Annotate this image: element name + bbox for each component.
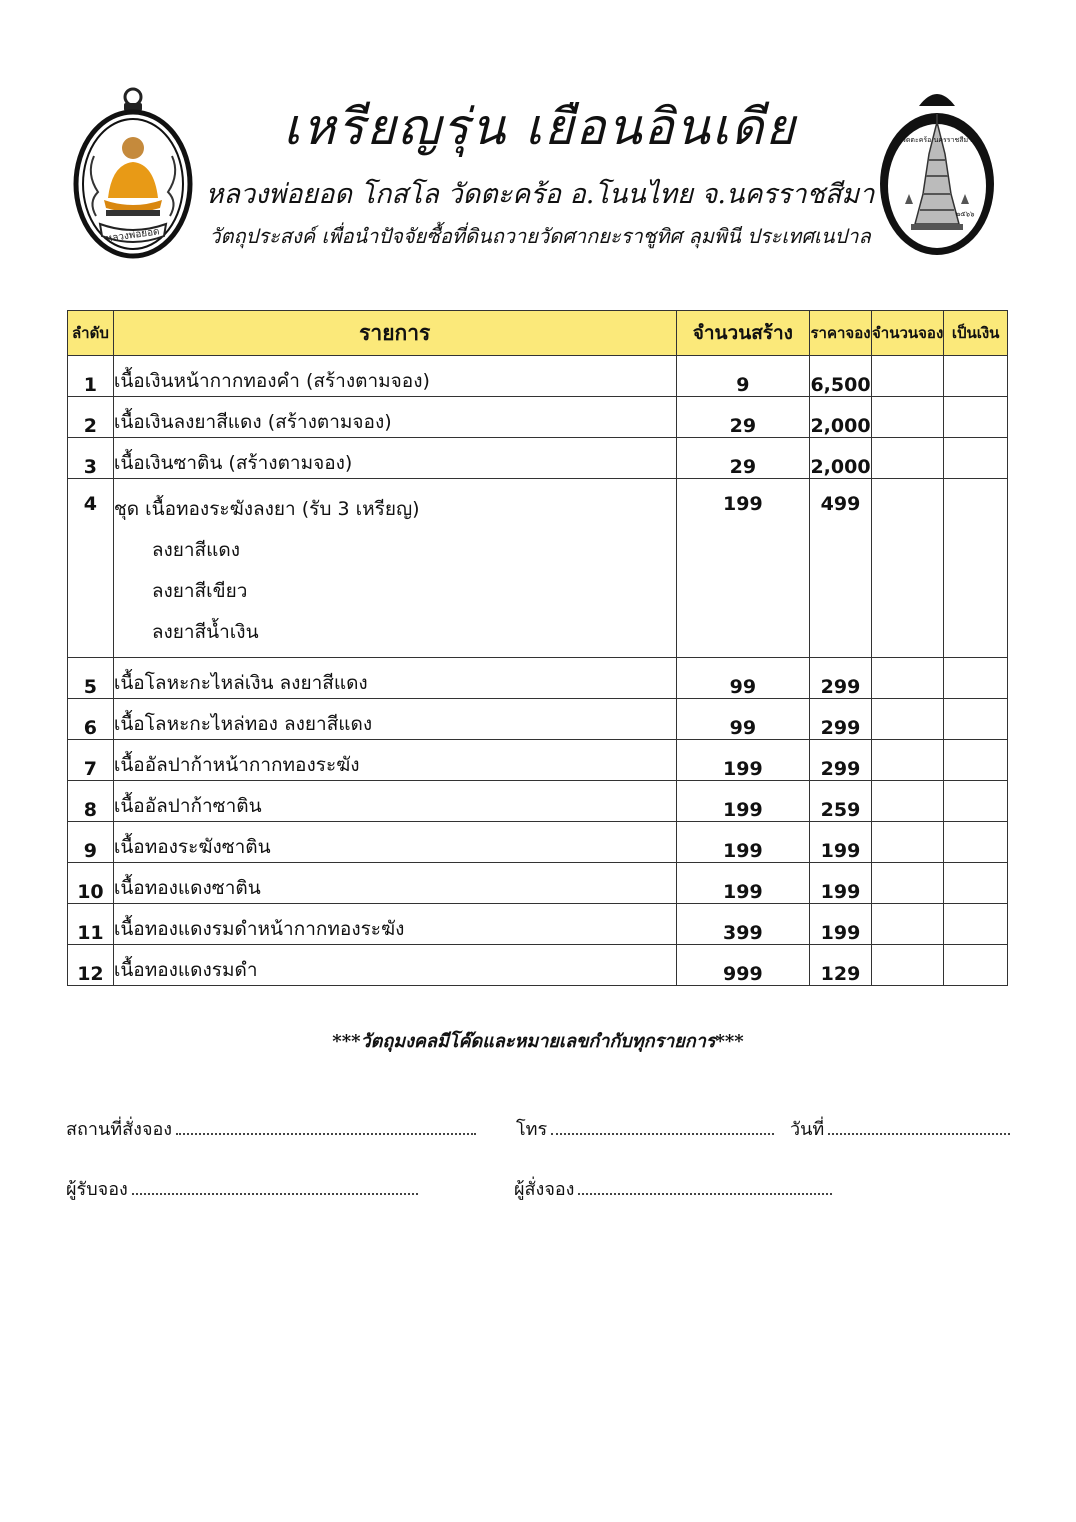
row-qty-cell[interactable]: [872, 781, 944, 822]
row-qty-cell[interactable]: [872, 438, 944, 479]
table-row-set: [68, 479, 1008, 658]
table-row: [68, 699, 1008, 740]
row-build: 29: [676, 438, 809, 479]
header-sum: เป็นเงิน: [944, 311, 1008, 356]
row-qty-cell[interactable]: [872, 699, 944, 740]
page-subtitle: หลวงพ่อยอด โกสโล วัดตะคร้อ อ.โนนไทย จ.นครราชสีมา: [205, 179, 875, 210]
set-option-blue: ลงยาสีน้ำเงิน: [151, 621, 259, 643]
set-option-green: ลงยาสีเขียว: [151, 580, 248, 602]
row-qty-cell[interactable]: [872, 658, 944, 699]
row-sum-cell[interactable]: [944, 822, 1008, 863]
table-row: [68, 904, 1008, 945]
order-table: [67, 310, 1008, 986]
row-qty-cell[interactable]: [872, 822, 944, 863]
row-sum-cell[interactable]: [944, 945, 1008, 986]
row-item: เนื้อโลหะกะไหล่เงิน ลงยาสีแดง: [113, 658, 676, 699]
place-line[interactable]: [176, 1132, 476, 1135]
phone-line[interactable]: [551, 1132, 774, 1135]
row-item: เนื้อทองแดงรมดำหน้ากากทองระฆัง: [113, 904, 676, 945]
header-no: ลำดับ: [68, 311, 114, 356]
left-medal-text: หลวงพ่อยอด: [105, 226, 161, 245]
row-qty-cell[interactable]: [872, 945, 944, 986]
row-build: 199: [676, 479, 809, 658]
table-row: [68, 863, 1008, 904]
set-option-red: ลงยาสีแดง: [151, 539, 241, 561]
row-no: 4: [68, 479, 114, 658]
place-label: สถานที่สั่งจอง: [66, 1119, 173, 1140]
row-item: เนื้อทองระฆังซาติน: [113, 822, 676, 863]
row-sum-cell[interactable]: [944, 740, 1008, 781]
place-field[interactable]: [66, 1114, 476, 1143]
row-price: 129: [810, 945, 872, 986]
code-note: ***วัตถุมงคลมีโค๊ดและหมายเลขกำกับทุกรายการ***: [332, 1031, 744, 1052]
row-item: เนื้อเงินซาติน (สร้างตามจอง): [113, 438, 676, 479]
header-qty: จำนวนจอง: [872, 311, 944, 356]
row-build: 199: [676, 781, 809, 822]
row-no: 2: [68, 397, 114, 438]
row-price: 199: [810, 863, 872, 904]
table-row: [68, 356, 1008, 397]
row-price: 299: [810, 699, 872, 740]
row-sum-cell[interactable]: [944, 781, 1008, 822]
row-build: 199: [676, 863, 809, 904]
page-purpose: วัตถุประสงค์ เพื่อนำปัจจัยซื้อที่ดินถวายวัดศากยะราชูทิศ ลุมพินี ประเทศเนปาล: [209, 224, 871, 248]
table-row: [68, 658, 1008, 699]
medal-monk-portrait-icon: [72, 86, 194, 260]
row-qty-cell[interactable]: [872, 479, 944, 658]
table-row: [68, 438, 1008, 479]
row-no: 8: [68, 781, 114, 822]
set-title: ชุด เนื้อทองระฆังลงยา (รับ 3 เหรียญ): [113, 498, 420, 520]
row-price: 259: [810, 781, 872, 822]
orderer-line[interactable]: [578, 1192, 832, 1195]
row-price: 2,000: [810, 438, 872, 479]
row-item: เนื้อทองแดงซาติน: [113, 863, 676, 904]
row-item: เนื้ออัลปาก้าซาติน: [113, 781, 676, 822]
table-row: [68, 740, 1008, 781]
receiver-label: ผู้รับจอง: [66, 1179, 128, 1200]
row-no: 5: [68, 658, 114, 699]
row-qty-cell[interactable]: [872, 740, 944, 781]
right-medal-text: วัดตะคร้อ นครราชสีมา: [901, 136, 973, 144]
row-sum-cell[interactable]: [944, 658, 1008, 699]
row-item: เนื้อโลหะกะไหล่ทอง ลงยาสีแดง: [113, 699, 676, 740]
row-price: 199: [810, 822, 872, 863]
row-no: 6: [68, 699, 114, 740]
row-no: 12: [68, 945, 114, 986]
row-no: 1: [68, 356, 114, 397]
row-no: 10: [68, 863, 114, 904]
row-build: 999: [676, 945, 809, 986]
row-build: 199: [676, 822, 809, 863]
row-item: เนื้อเงินหน้ากากทองคำ (สร้างตามจอง): [113, 356, 676, 397]
row-sum-cell[interactable]: [944, 863, 1008, 904]
table-header-row: [68, 311, 1008, 356]
row-qty-cell[interactable]: [872, 863, 944, 904]
row-price: 499: [810, 479, 872, 658]
orderer-field[interactable]: [514, 1174, 832, 1203]
date-label: วันที่: [790, 1119, 825, 1140]
row-qty-cell[interactable]: [872, 904, 944, 945]
row-item-set: [113, 479, 676, 658]
row-no: 11: [68, 904, 114, 945]
phone-field[interactable]: [516, 1114, 774, 1143]
row-item: เนื้อเงินลงยาสีแดง (สร้างตามจอง): [113, 397, 676, 438]
row-sum-cell[interactable]: [944, 699, 1008, 740]
receiver-field[interactable]: [66, 1174, 418, 1203]
header-item: รายการ: [113, 311, 676, 356]
row-no: 7: [68, 740, 114, 781]
table-row: [68, 945, 1008, 986]
header-price: ราคาจอง: [810, 311, 872, 356]
table-row: [68, 781, 1008, 822]
row-sum-cell[interactable]: [944, 904, 1008, 945]
row-price: 6,500: [810, 356, 872, 397]
right-medal-year: ๒๕๖๖: [955, 210, 975, 218]
date-line[interactable]: [828, 1132, 1010, 1135]
header-build: จำนวนสร้าง: [676, 311, 809, 356]
row-sum-cell[interactable]: [944, 356, 1008, 397]
row-no: 3: [68, 438, 114, 479]
row-sum-cell[interactable]: [944, 397, 1008, 438]
row-qty-cell[interactable]: [872, 397, 944, 438]
row-sum-cell[interactable]: [944, 479, 1008, 658]
receiver-line[interactable]: [132, 1192, 418, 1195]
row-build: 99: [676, 699, 809, 740]
row-price: 299: [810, 740, 872, 781]
medal-stupa-icon: [877, 84, 997, 258]
phone-label: โทร: [516, 1119, 548, 1140]
row-build: 9: [676, 356, 809, 397]
row-qty-cell[interactable]: [872, 356, 944, 397]
date-field[interactable]: [790, 1114, 1010, 1143]
right-medal-logo: [877, 84, 997, 258]
table-row: [68, 822, 1008, 863]
orderer-label: ผู้สั่งจอง: [514, 1179, 575, 1200]
row-item: เนื้อทองแดงรมดำ: [113, 945, 676, 986]
row-build: 29: [676, 397, 809, 438]
row-sum-cell[interactable]: [944, 438, 1008, 479]
row-build: 99: [676, 658, 809, 699]
row-item: เนื้ออัลปาก้าหน้ากากทองระฆัง: [113, 740, 676, 781]
row-no: 9: [68, 822, 114, 863]
row-build: 399: [676, 904, 809, 945]
row-price: 299: [810, 658, 872, 699]
page-title: เหรียญรุ่น เยือนอินเดีย: [283, 98, 797, 156]
table-row: [68, 397, 1008, 438]
row-build: 199: [676, 740, 809, 781]
row-price: 199: [810, 904, 872, 945]
row-price: 2,000: [810, 397, 872, 438]
left-medal-logo: [72, 86, 194, 260]
